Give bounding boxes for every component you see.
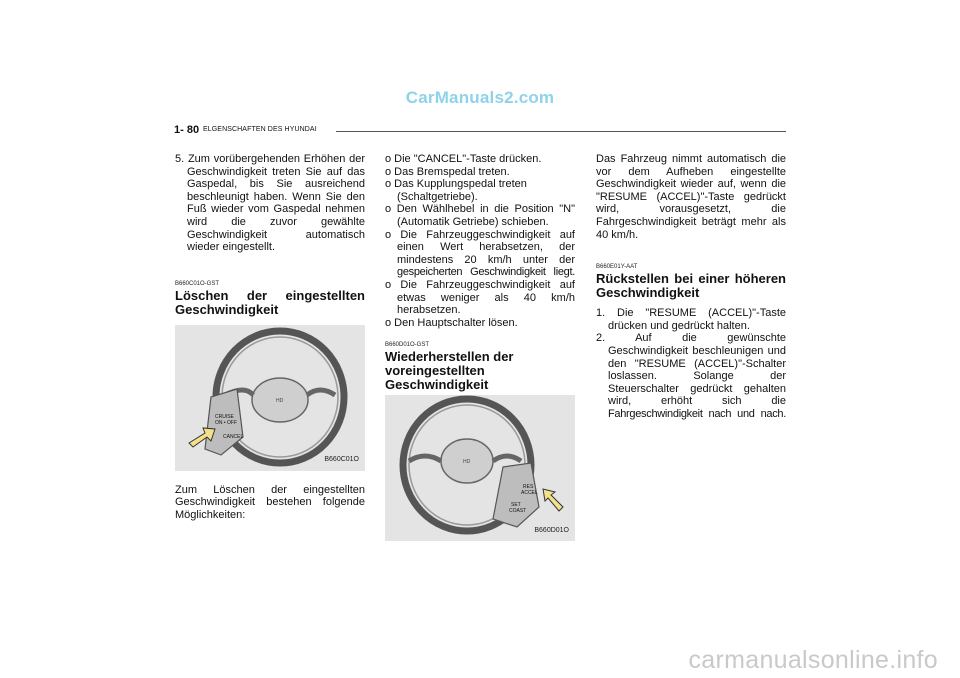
text-line: o Die Fahrzeuggeschwindigkeit auf [385, 228, 575, 241]
text-line: wieder eingestellt. [187, 241, 276, 254]
text-line: loslassen. Solange der [608, 370, 786, 383]
label-accel: ACCEL [521, 490, 538, 497]
text-line: Gaspedal, bis Sie ausreichend [187, 178, 365, 191]
label-res: RES [523, 484, 534, 491]
header-rule [336, 131, 786, 132]
figure-caption: B660C01O [324, 456, 359, 464]
watermark-bottom[interactable]: carmanualsonline.info [688, 646, 938, 674]
svg-text:HD: HD [463, 459, 471, 466]
section-heading [596, 272, 786, 300]
paragraph [596, 153, 786, 241]
text-line: Möglichkeiten: [175, 508, 246, 521]
label-onoff: ON • OFF [215, 419, 238, 426]
text-line: wird die zuvor gewählte [187, 215, 365, 228]
steps-list [596, 307, 786, 420]
heading-line: Geschwindigkeit [385, 377, 489, 393]
column-3 [596, 153, 786, 421]
section-heading [385, 350, 575, 392]
figure-cancel [175, 325, 365, 471]
text-line: Geschwindigkeit treten Sie auf das [187, 165, 365, 178]
text-line: wird, erhöht sich die [608, 395, 786, 408]
heading-line: voreingestellten [385, 363, 485, 379]
list-item [385, 166, 575, 179]
text-line: o Den Hauptschalter lösen. [385, 316, 518, 329]
text-line: etwas weniger als 40 km/h [397, 291, 575, 304]
text-line: (Schaltgetriebe). [397, 190, 478, 203]
section-code: B660D01O-GST [385, 342, 430, 349]
text-line: Geschwindigkeit bestehen folgende [175, 496, 365, 509]
label-set: SET [511, 502, 521, 509]
text-line: Fahrgeschwindigkeit beträgt mehr als [596, 215, 786, 228]
text-line: o Das Kupplungspedal treten [385, 178, 527, 191]
text-line: 1. Die "RESUME (ACCEL)"-Taste [596, 307, 786, 320]
text-line: Das Fahrzeug nimmt automatisch die [596, 153, 786, 165]
text-line: vor dem Aufheben eingestellte [596, 165, 786, 178]
heading-line: Wiederherstellen der [385, 349, 514, 365]
section-heading [175, 289, 365, 317]
watermark-top[interactable]: CarManuals2.com [405, 88, 555, 107]
heading-line: Löschen der eingestellten [175, 287, 365, 303]
column-1 [175, 153, 365, 522]
text-line: o Den Wählhebel in die Position "N" [385, 203, 575, 216]
list-item [596, 332, 786, 420]
text-line: (Automatik Getriebe) schieben. [397, 215, 549, 228]
text-line: 40 km/h. [596, 228, 639, 241]
page-number: 1- 80 [174, 124, 200, 136]
list-item [385, 178, 575, 203]
text-line: 5. Zum vorübergehenden Erhöhen der [175, 153, 365, 165]
label-coast: COAST [509, 508, 527, 515]
text-line: Geschwindigkeit beschleunigen und [608, 344, 786, 357]
text-line: wird, vorausgesetzt, die [596, 203, 786, 216]
text-line: drücken und gedrückt halten. [608, 319, 750, 332]
text-line: Geschwindigkeit wieder auf, wenn die [596, 178, 786, 191]
text-line: "RESUME (ACCEL)"-Taste gedrückt [596, 190, 786, 203]
column-2 [385, 153, 575, 541]
heading-line: Geschwindigkeit [596, 285, 700, 301]
list-item [596, 307, 786, 332]
text-line: gespeicherten Geschwindigkeit liegt. [397, 266, 575, 279]
text-line: einen Wert herabsetzen, der [397, 241, 575, 254]
heading-line: Rückstellen bei einer höheren [596, 271, 786, 287]
text-line: Fahrgeschwindigkeit nach und nach. [608, 407, 786, 420]
text-line: o Die Fahrzeuggeschwindigkeit auf [385, 278, 575, 291]
text-line: mindestens 20 km/h unter der [397, 253, 575, 266]
svg-text:HD: HD [276, 397, 284, 404]
list-item [385, 229, 575, 279]
label-cruise: CRUISE [215, 413, 234, 420]
section-title: ELGENSCHAFTEN DES HYUNDAI [203, 126, 317, 133]
text-line: o Das Bremspedal treten. [385, 165, 510, 178]
list-item [385, 279, 575, 317]
figure-caption: B660D01O [534, 526, 569, 534]
text-line: Geschwindigkeit automatisch [187, 228, 365, 241]
paragraph [175, 484, 365, 522]
steering-wheel-illustration [175, 325, 365, 471]
text-line: herabsetzen. [397, 304, 461, 317]
bullet-list [385, 153, 575, 329]
list-item [385, 153, 575, 166]
text-line: Fuß wieder vom Gaspedal nehmen [187, 203, 365, 216]
text-line: beschleunigt haben. Wenn Sie den [187, 190, 365, 203]
figure-resume [385, 395, 575, 541]
text-line: den "RESUME (ACCEL)"-Schalter [608, 357, 786, 370]
text-line: Steuerschalter gedrückt gehalten [608, 382, 786, 395]
section-code: B660E01Y-AAT [596, 264, 638, 271]
list-item [385, 317, 575, 330]
list-item [385, 203, 575, 228]
list-item-5 [175, 153, 365, 254]
section-code: B660C01O-GST [175, 280, 220, 287]
text-line: o Die "CANCEL"-Taste drücken. [385, 153, 542, 165]
steering-wheel-illustration [385, 395, 575, 541]
label-cancel: CANCEL [223, 433, 244, 440]
text-line: Zum Löschen der eingestellten [175, 483, 365, 496]
text-line: 2. Auf die gewünschte [596, 332, 786, 345]
page-header [174, 124, 786, 138]
heading-line: Geschwindigkeit [175, 301, 279, 317]
